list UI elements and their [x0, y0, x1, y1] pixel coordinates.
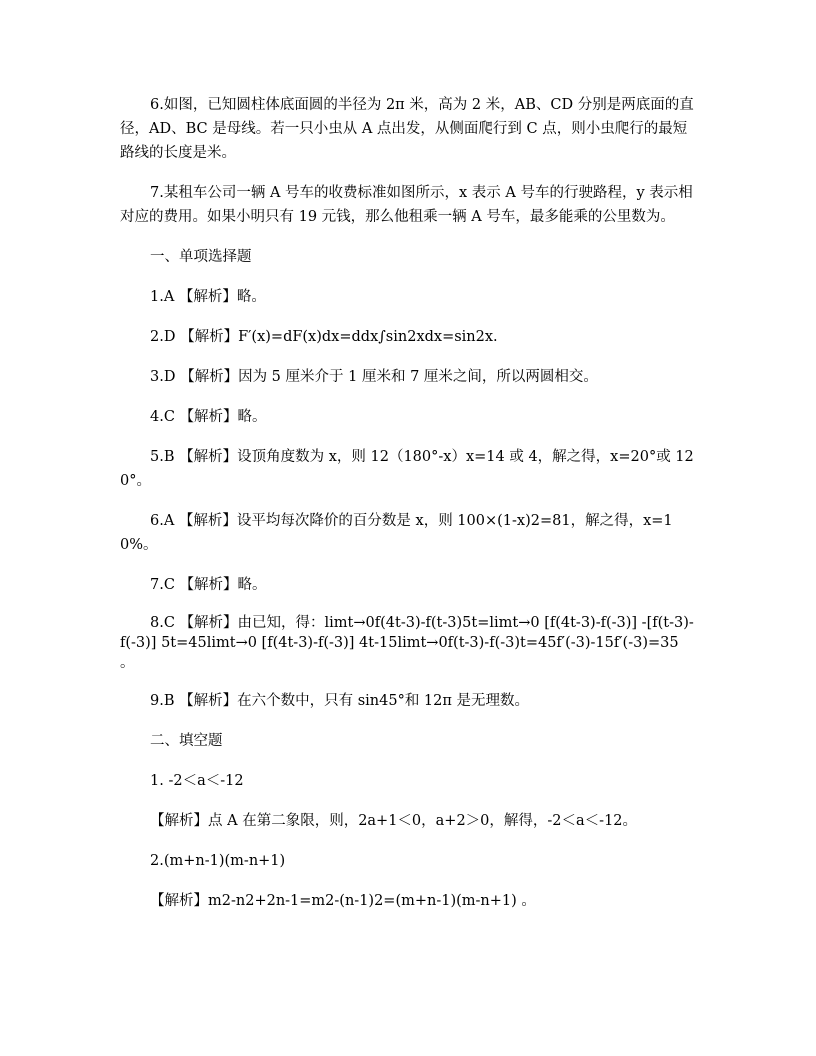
section-heading-single-choice: 一、单项选择题: [150, 249, 252, 265]
fill-explanation-2: 【解析】m2-n2+2n-1=m2-(n-1)2=(m+n-1)(m-n+1) 。: [150, 893, 536, 909]
question-6: 6.如图，已知圆柱体底面圆的半径为 2π 米，高为 2 米，AB、CD 分别是两底面的直径，AD、BC 是母线。若一只小虫从 A 点出发，从侧面爬行到 C 点，则小虫爬行的最短路线的长度是米。: [120, 97, 694, 161]
answer-1: 1.A 【解析】略。: [150, 289, 266, 305]
answer-3: 3.D 【解析】因为 5 厘米介于 1 厘米和 7 厘米之间，所以两圆相交。: [150, 369, 598, 385]
document-page: [120, 93, 696, 929]
answer-7: 7.C 【解析】略。: [150, 577, 267, 593]
answer-6: 6.A 【解析】设平均每次降价的百分数是 x，则 100×(1-x)2=81，解之得，x=10%。: [120, 513, 673, 553]
answer-9: 9.B 【解析】在六个数中，只有 sin45°和 12π 是无理数。: [150, 693, 530, 709]
question-7: 7.某租车公司一辆 A 号车的收费标准如图所示，x 表示 A 号车的行驶路程，y 表示相对应的费用。如果小明只有 19 元钱，那么他租乘一辆 A 号车，最多能乘的公里数为。: [120, 185, 693, 225]
fill-explanation-1: 【解析】点 A 在第二象限，则，2a+1＜0，a+2＞0，解得，-2＜a＜-12。: [150, 813, 638, 829]
answer-2: 2.D 【解析】F′(x)=dF(x)dx=ddx∫sin2xdx=sin2x.: [150, 329, 498, 345]
fill-answer-2: 2.(m+n-1)(m-n+1): [150, 853, 286, 869]
answer-4: 4.C 【解析】略。: [150, 409, 267, 425]
fill-answer-1: 1. -2＜a＜-12: [150, 773, 244, 789]
answer-8: 8.C 【解析】由已知，得：limt→0f(4t-3)-f(t-3)5t=limt→0 [f(4t-3)-f(-3)] -[f(t-3)-f(-3)] 5t=45limt→0 [f(4t-3)-f(-3)] 4t-15limt→0f(t-3)-f(-3)t=45f′(-3)-15f′(-3)=35 。: [120, 615, 694, 671]
section-heading-fill-blank: 二、填空题: [150, 733, 223, 749]
answer-5: 5.B 【解析】设顶角度数为 x，则 12（180°-x）x=14 或 4，解之得，x=20°或 120°。: [120, 449, 694, 489]
